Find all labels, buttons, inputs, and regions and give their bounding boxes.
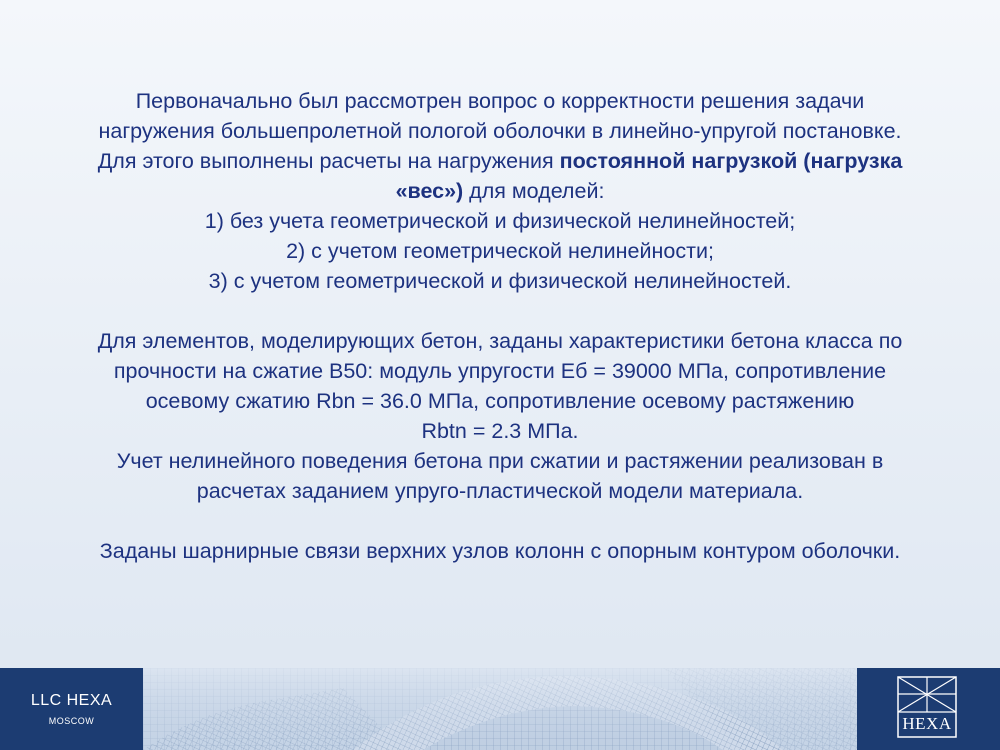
- text-segment: Заданы шарнирные связи верхних узлов колонн с опорным контуром оболочки.: [99, 539, 901, 563]
- mesh-model-image: [143, 668, 857, 750]
- text-line: [18, 206, 982, 236]
- text-line: [18, 416, 982, 446]
- text-line: [18, 176, 982, 206]
- bold-text-segment: «вес»): [395, 179, 464, 203]
- text-line: [18, 86, 982, 116]
- text-line: [18, 446, 982, 476]
- text-segment: для моделей:: [463, 179, 605, 203]
- text-line: [18, 266, 982, 296]
- text-segment: Для элементов, моделирующих бетон, заданы характеристики бетона класса по: [97, 329, 903, 353]
- company-city: MOSCOW: [48, 716, 95, 726]
- text-line: [18, 236, 982, 266]
- text-line: [18, 146, 982, 176]
- bold-text-segment: постоянной нагрузкой (нагрузка: [559, 149, 903, 173]
- paragraph-gap: [18, 506, 982, 536]
- text-segment: осевому сжатию Rbn = 36.0 МПа, сопротивление осевому растяжению: [145, 389, 855, 413]
- text-segment: расчетах заданием упруго-пластической модели материала.: [196, 479, 804, 503]
- text-segment: прочности на сжатие В50: модуль упругости Еб = 39000 МПа, сопротивление: [113, 359, 887, 383]
- company-name: LLC HEXA: [30, 692, 113, 709]
- hexa-logo: [897, 676, 957, 738]
- text-line: [18, 536, 982, 566]
- text-segment: 1) без учета геометрической и физической нелинейностей;: [204, 209, 796, 233]
- text-segment: Учет нелинейного поведения бетона при сжатии и растяжении реализован в: [116, 449, 884, 473]
- text-segment: 2) с учетом геометрической нелинейности;: [286, 239, 714, 263]
- text-line: [18, 476, 982, 506]
- text-segment: 3) с учетом геометрической и физической нелинейностей.: [208, 269, 792, 293]
- text-line: [18, 386, 982, 416]
- paragraph-gap: [18, 296, 982, 326]
- text-line: [18, 326, 982, 356]
- paragraph-intro: [18, 86, 982, 296]
- logo-panel: [857, 668, 1000, 750]
- footer-band: [0, 668, 1000, 750]
- text-segment: Для этого выполнены расчеты на нагружения: [97, 149, 560, 173]
- text-segment: Rbtn = 2.3 МПа.: [421, 419, 579, 443]
- paragraph-supports: [18, 536, 982, 566]
- text-line: [18, 356, 982, 386]
- text-segment: нагружения большепролетной пологой оболочки в линейно-упругой постановке.: [98, 119, 902, 143]
- logo-text: HEXA: [902, 714, 952, 733]
- text-line: [18, 116, 982, 146]
- company-block: [0, 668, 143, 750]
- paragraph-concrete: [18, 326, 982, 506]
- body-text: [18, 86, 982, 566]
- text-segment: Первоначально был рассмотрен вопрос о корректности решения задачи: [135, 89, 865, 113]
